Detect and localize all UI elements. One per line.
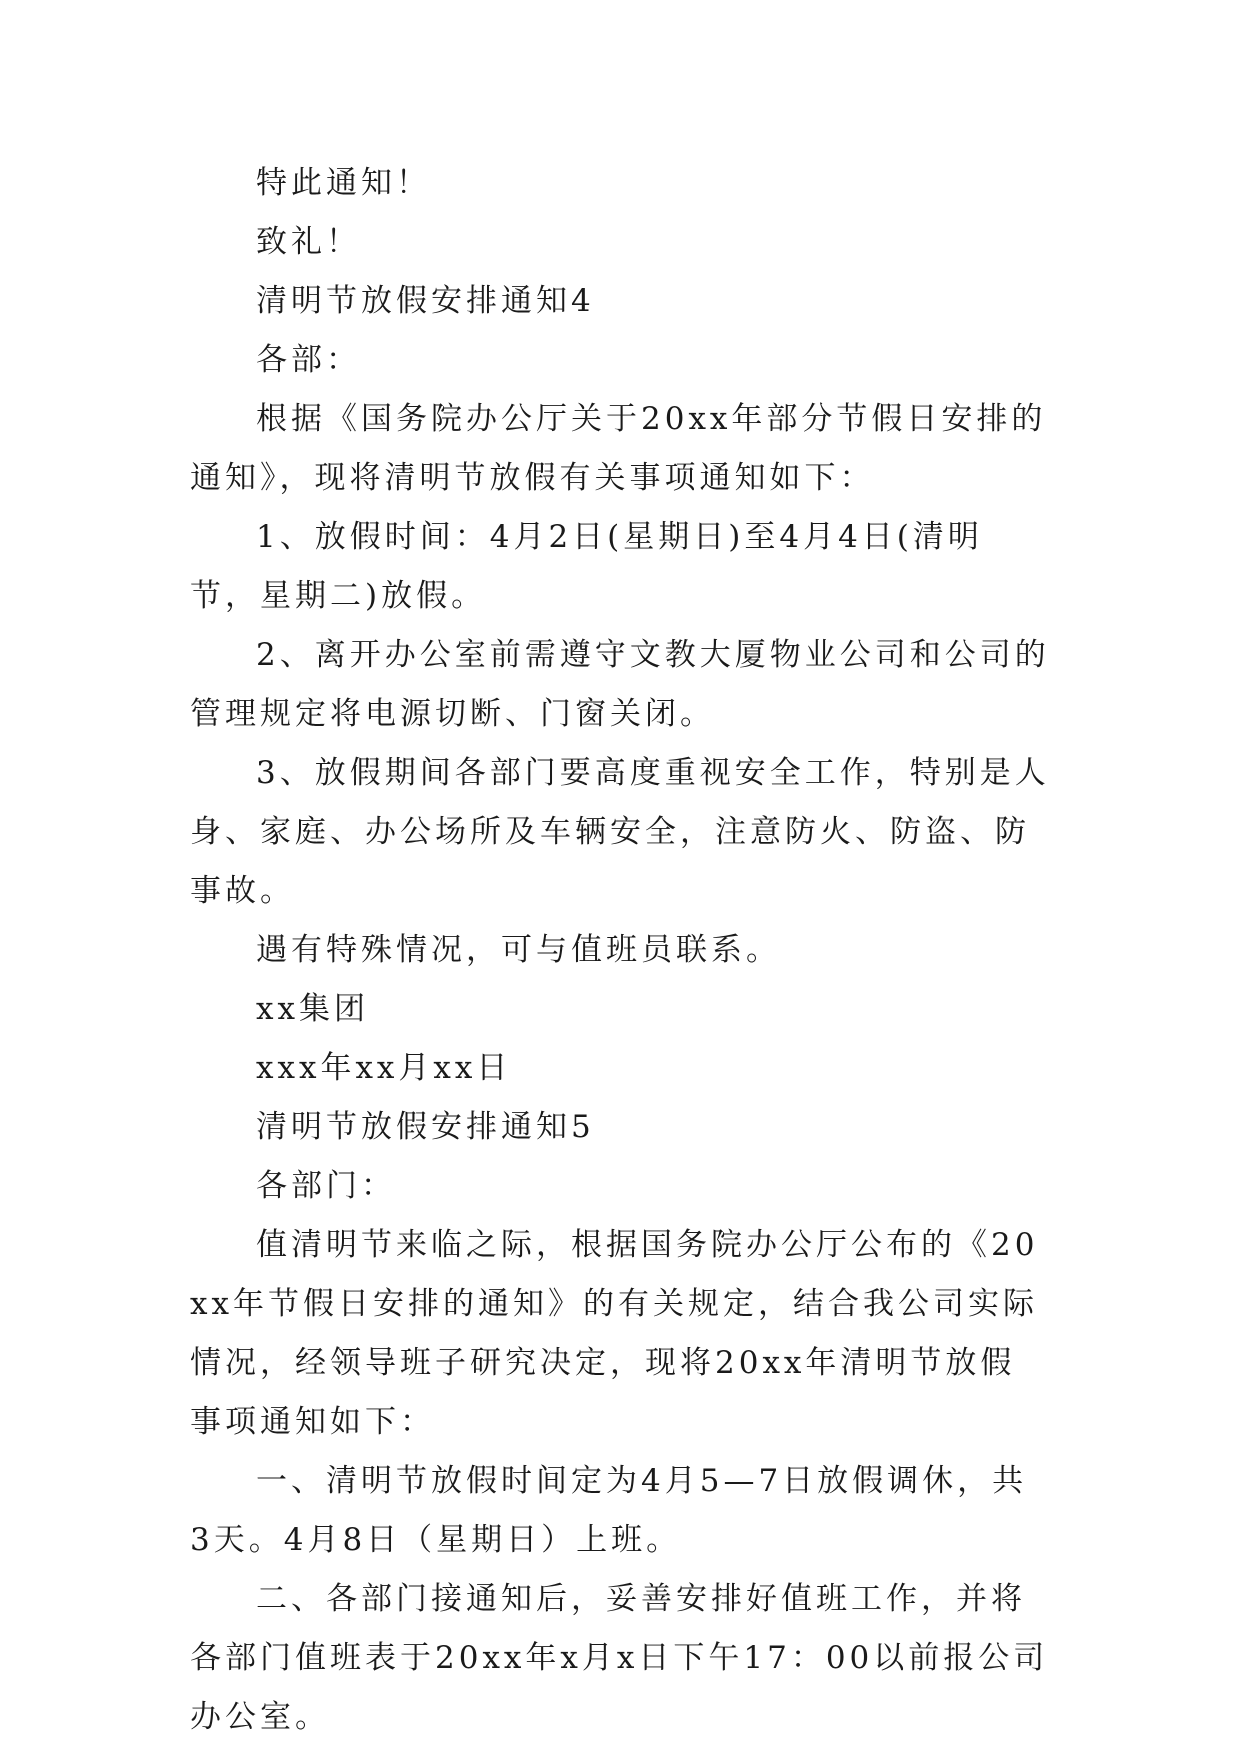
notice-5-title: 清明节放假安排通知5: [256, 1109, 595, 1145]
notice-4-item-1: 1、放假时间：4月2日(星期日)至4月4日(清明节，星期二)放假。: [190, 519, 983, 614]
notice-5-addressee: 各部门：: [256, 1168, 396, 1204]
notice-4-intro: 根据《国务院办公厅关于20xx年部分节假日安排的通知》，现将清明节放假有关事项通知如下：: [190, 401, 1047, 496]
notice-5-item-1: 一、清明节放假时间定为4月5—7日放假调休，共3天。4月8日（星期日）上班。: [190, 1463, 1028, 1558]
closing-salutation: 致礼！: [256, 224, 361, 260]
notice-5-intro: 值清明节来临之际，根据国务院办公厅公布的《20xx年节假日安排的通知》的有关规定，结合我公司实际情况，经领导班子研究决定，现将20xx年清明节放假事项通知如下：: [190, 1227, 1039, 1440]
notice-4-addressee: 各部：: [256, 342, 361, 378]
closing-notice: 特此通知！: [256, 165, 431, 201]
notice-4-item-3: 3、放假期间各部门要高度重视安全工作，特别是人身、家庭、办公场所及车辆安全，注意防火、防盗、防事故。: [190, 755, 1050, 909]
document-body: [190, 154, 1050, 1747]
notice-4-signature: xx集团: [256, 991, 369, 1027]
notice-5-item-2: 二、各部门接通知后，妥善安排好值班工作，并将各部门值班表于20xx年x月x日下午17：00以前报公司办公室。: [190, 1581, 1049, 1735]
notice-4-item-2: 2、离开办公室前需遵守文教大厦物业公司和公司的管理规定将电源切断、门窗关闭。: [190, 637, 1050, 732]
notice-4-title: 清明节放假安排通知4: [256, 283, 595, 319]
notice-4-contact: 遇有特殊情况，可与值班员联系。: [256, 932, 781, 968]
notice-4-date: xxx年xx月xx日: [256, 1050, 512, 1086]
